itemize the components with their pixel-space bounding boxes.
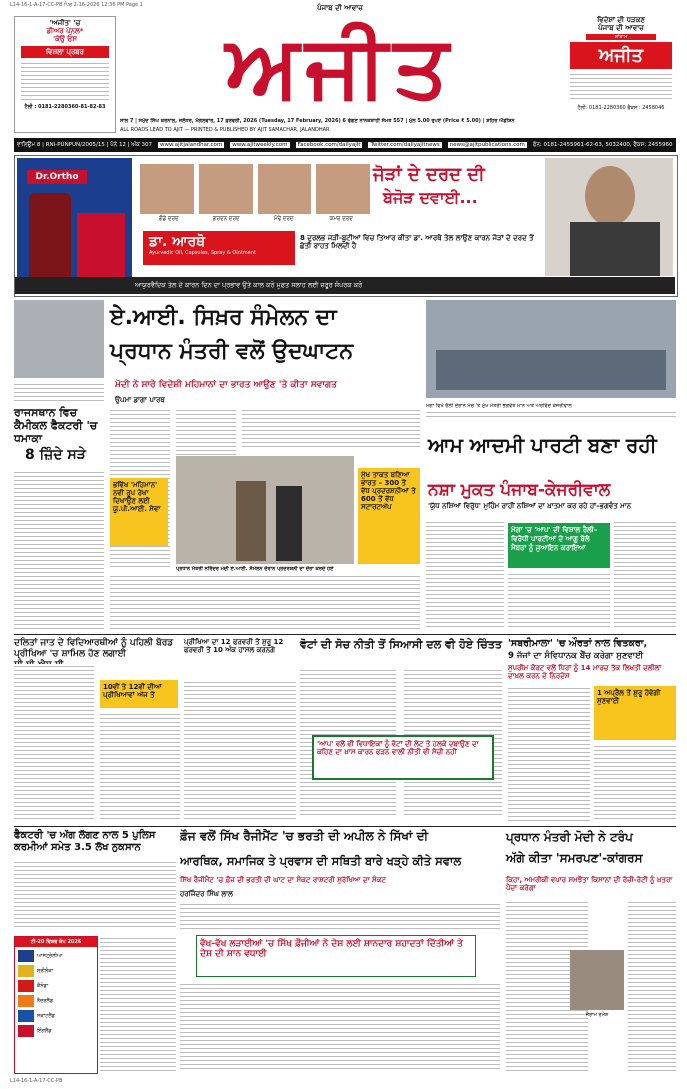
politics-headline: ਵੋਟਾਂ ਦੀ ਸੋਚ ਨੀਤੀ ਤੋਂ ਸਿਆਸੀ ਦਲ ਵੀ ਹੋਏ ਚਿੰਤਤ xyxy=(300,638,502,651)
sabarimala-headline2: 9 ਜੱਜਾਂ ਦਾ ਸੰਵਿਧਾਨਕ ਬੈਂਚ ਕਰੇਗਾ ਸੁਣਵਾਈ xyxy=(508,651,644,661)
left-story-headline2: 8 ਜ਼ਿੰਦੇ ਸੜੇ xyxy=(25,447,86,463)
left-ear-badge: ਵਿਸ਼ਲਾ ਪ੍ਰਬਰ xyxy=(21,46,109,58)
modi-photo xyxy=(570,950,624,1010)
caste-body-col2 xyxy=(100,712,180,822)
dateline: ਸਾਲ 7 | ਸਮੁੰਦ ਸਿੰਘ ਕਰਨਾਲ, ਜਲੰਧਰ, ਮੰਗਲਵਾਰ, 17 ਫ਼ਰਵਰੀ, 2026 (Tuesday, 17 February, 2026) 6 ਫੱਗਣ ਨਾਨਕਸ਼ਾਹੀ ਸੰਮਤ 557 | ਮੁੱਲ 5.00 ਰੁਪਏ (Price ₹ 5.00) | ਸ਼ਹਿਰ ਐਡੀਸ਼ਨ xyxy=(120,118,515,124)
lead-body-col3 xyxy=(242,408,420,450)
army-headline1: ਫ਼ੌਜ ਵਲੋਂ ਸਿੱਖ ਰੈਜੀਮੈਂਟ 'ਚ ਭਰਤੀ ਦੀ ਅਪੀਲ ਨੇ ਸਿੱਖਾਂ ਦੀ xyxy=(180,829,429,843)
modi-body-col2 xyxy=(628,900,676,1072)
ad-bottle-icon xyxy=(29,193,71,285)
ad-pain-label: ਕਮਰ ਦਰਦ xyxy=(329,216,353,222)
t20-team: ਇੰਗਲੈਂਡ xyxy=(37,1028,52,1034)
army-headline2: ਆਰਥਿਕ, ਸਮਾਜਿਕ ਤੇ ਪ੍ਰਵਾਸ ਦੀ ਸਥਿਤੀ ਬਾਰੇ ਖੜ੍ਹੇ ਕੀਤੇ ਸਵਾਲ xyxy=(180,854,462,868)
ad-body: 8 ਦੁਰਲਭ ਜੜੀ-ਬੂਟੀਆਂ ਵਿਚ ਤਿਆਰ ਕੀਤਾ ਡਾ. ਆਰਥੋ ਤੇਲ ਲਾਉਣ ਕਾਰਨ ਜੋੜਾਂ ਦੇ ਦਰਦ ਤੋਂ ਛੇਤੀ ਰਾਹਤ ਮਿਲਦੀ ਹੈ xyxy=(300,234,534,250)
aap-headline1: ਆਮ ਆਦਮੀ ਪਾਰਟੀ ਬਣਾ ਰਹੀ xyxy=(428,433,657,457)
t20-row xyxy=(18,995,94,1007)
ad-dr-ortho[interactable] xyxy=(14,155,678,297)
ad-pain-image xyxy=(199,164,253,214)
t20-team: ਕੈਨੇਡਾ xyxy=(37,983,49,989)
flag-icon xyxy=(18,965,34,977)
left-story-photo xyxy=(14,300,104,378)
ad-pain-image xyxy=(316,164,370,214)
info-edition: ਵਾਲਿਊਮ 8 | RNI-PUNPUN/2005/15 | ਪੰਨੇ 12 | ਅੰਕ 307 xyxy=(17,141,153,148)
left-ear-text xyxy=(21,61,109,101)
caste-headline: ਦਲਿਤਾਂ ਜਾਤ ਦੇ ਵਿਦਿਆਰਥੀਆਂ ਨੂੰ ਪਹਿਲੀ ਬੋਰਡ ਪ੍ਰੀਖਿਆ 'ਚ ਸ਼ਾਮਿਲ ਹੋਣ ਲਗਾਈ xyxy=(14,638,174,659)
t20-row xyxy=(18,980,94,992)
ad-footer: ਆਯੁਰਵੈਦਿਕ ਤੇਲ ਦੇ ਕਾਰਨ ਦਿਨ ਦਾ ਪ੍ਰਭਾਵ ਉਤੇ ਕਾਲ ਕਰੋ ਮੁਫ਼ਤ ਸਲਾਹ ਲਈ ਜ਼ਰੂਰ ਸੰਪਰਕ ਕਰੋ xyxy=(15,277,675,294)
aap-box: ਮੋਗਾ 'ਚ 'ਆਪ' ਦੀ ਵਿਸ਼ਾਲ ਰੈਲੀ–ਵਿਰੋਧੀ ਪਾਰਟੀਆਂ ਦੇ ਆਗੂ ਬੋਲੇ ਮੈਂਬਰਾਂ ਨੂੰ ਜੁਆਇਨ ਕਰਾਇਆ xyxy=(508,523,610,568)
sabarimala-sub: ਸੁਪਰੀਮ ਕੋਰਟ ਵਲੋਂ ਧਿਰਾਂ ਨੂੰ 14 ਮਾਰਚ ਤੱਕ ਲਿਖਤੀ ਦਲੀਲਾਂ ਦਾਖ਼ਲ ਕਰਨ ਦੇ ਨਿਰਦੇਸ਼ xyxy=(508,664,662,680)
aap-headline2: ਨਸ਼ਾ ਮੁਕਤ ਪੰਜਾਬ-ਕੇਜਰੀਵਾਲ xyxy=(428,480,611,500)
ad-logo-text: ਡਾ. ਆਰਥੋ xyxy=(149,234,206,250)
t20-team: ਨੈਦਰਲੈਂਡ xyxy=(37,998,54,1004)
lead-photo-caption: ਪ੍ਰਧਾਨ ਮੰਤਰੀ ਨਰਿੰਦਰ ਮੋਦੀ ਏ.ਆਈ. ਸੰਮੇਲਨ ਦੌਰਾਨ ਪ੍ਰਦਰਸ਼ਨੀ ਦਾ ਦੌਰਾ ਕਰਦੇ ਹੋਏ xyxy=(176,566,334,572)
t20-box xyxy=(14,936,98,1074)
army-pull: ਵੱਖ-ਵੱਖ ਲੜਾਈਆਂ 'ਚ ਸਿੱਖ ਫ਼ੌਜੀਆਂ ਨੇ ਦੇਸ਼ ਲਈ ਸ਼ਾਨਦਾਰ ਸ਼ਹਾਦਤਾਂ ਦਿੱਤੀਆਂ ਤੇ ਦੇਸ਼ ਦੀ ਸ਼ਾਨ ਵਧਾਈ xyxy=(196,935,476,977)
t20-rows xyxy=(15,947,97,1040)
ad-pain-images xyxy=(140,164,370,214)
ad-pain-image xyxy=(258,164,312,214)
ad-pain-label: ਗਰਦਨ ਦਰਦ xyxy=(212,216,240,222)
tagline: ਪੰਜਾਬ ਦੀ ਆਵਾਜ਼ xyxy=(317,4,363,12)
ad-pain-labels xyxy=(140,216,370,223)
sabarimala-body-col2 xyxy=(594,744,676,822)
info-bar xyxy=(14,138,676,152)
crowd-icon xyxy=(436,350,666,390)
left-story-headline: ਰਾਜਸਥਾਨ ਵਿਚ ਕੈਮੀਕਲ ਫੈਕਟਰੀ 'ਚ ਧਮਾਕਾ xyxy=(14,406,98,445)
modi-caption: ਜੈਰਾਮ ਰਮੇਸ਼ xyxy=(585,1012,609,1018)
lead-photo xyxy=(176,456,354,564)
ad-headline: ਜੋੜਾਂ ਦੇ ਦਰਦ ਦੀ xyxy=(373,164,485,185)
divider xyxy=(14,634,676,635)
modi-headline1: ਪ੍ਰਧਾਨ ਮੰਤਰੀ ਮੋਦੀ ਨੇ ਟਰੰਪ xyxy=(506,830,633,844)
ad-headline2: ਬੇਜੋੜ ਦਵਾਈ... xyxy=(383,188,478,207)
ad-celebrity-photo xyxy=(545,158,673,276)
lead-pull2: ਮੁੱਖ ਤਾਕਤ ਬਣਿਆ ਭਾਰਤ – 300 ਤੋਂ ਵੱਧ ਪ੍ਰਦਰਸ਼ਨੀਆਂ ਤੇ 600 ਤੋਂ ਵੱਧ ਸਟਾਰਟਅੱਪ xyxy=(358,468,420,564)
sabarimala-body-col1 xyxy=(508,686,590,822)
right-ear-line2: ਪੰਜਾਬ ਦੀ ਆਵਾਜ਼ xyxy=(598,24,644,32)
t20-row xyxy=(18,950,94,962)
t20-row xyxy=(18,1010,94,1022)
flag-icon xyxy=(18,980,34,992)
right-ear-text xyxy=(570,72,672,102)
ad-logo-sub: Ayurvedic Oil, Capsules, Spray & Ointment xyxy=(149,250,256,256)
army-body-bottom xyxy=(180,982,500,1072)
sabarimala-box: 1 ਅਪ੍ਰੈਲ ਤੋਂ ਸ਼ੁਰੂ ਹੋਵੇਗੀ ਸੁਣਵਾਈ xyxy=(594,686,676,740)
info-web2[interactable]: www.ajitweekly.com xyxy=(232,142,288,148)
fire-body xyxy=(14,860,176,930)
lead-byline: ਉਪਮਾ ਡਾਗਾ ਪਾਰਥ xyxy=(115,396,165,404)
lead-headline2: ਪ੍ਰਧਾਨ ਮੰਤਰੀ ਵਲੋਂ ਉਦਘਾਟਨ xyxy=(110,339,354,364)
t20-row xyxy=(18,965,94,977)
person-icon xyxy=(236,481,266,561)
printline-top: L14-16-1-A-17-CC-PB ਪਿਰ 2-16-2026 12:36 PM Page 1 xyxy=(10,2,143,8)
army-sub: ਸਿੱਖ ਰੈਜੀਮੈਂਟ 'ਚ ਫ਼ੌਜ ਦੀ ਭਰਤੀ ਦੀ ਘਾਟ ਦਾ ਸੰਕਟ ਰਾਸ਼ਟਰੀ ਸੁਰੱਖਿਆ ਦਾ ਸੰਕਟ xyxy=(180,876,386,884)
celebrity-body-icon xyxy=(570,222,660,276)
info-phone: ਫੋਨ: 0181-2455961-62-63, 5032400, ਫੈਕਸ: 2455960 xyxy=(532,141,673,148)
caste-body-col1 xyxy=(14,664,94,822)
left-ear xyxy=(14,16,116,133)
cbse-box: 10ਵੀਂ ਤੇ 12ਵੀਂ ਦੀਆਂ ਪ੍ਰੀਖਿਆਵਾਂ ਅੱਜ ਤੋਂ xyxy=(100,680,178,708)
t20-row xyxy=(18,1025,94,1037)
ad-box-icon xyxy=(77,213,125,285)
masthead-logo: ਅਜੀਤ xyxy=(225,17,455,117)
politics-pull: 'ਆਪ' ਵਲੋਂ ਵੀ ਵਿਧਾਇਕਾਂ ਨੂੰ ਵੋਟਾਂ ਦੀ ਲੋਟ ਤੇ ਹਲਕੇ ਦਬਾਉਣ ਦਾ ਕਹਿਣ ਦਾ ਖ਼ਾਸ ਕਾਰਨ ਫੜਨ ਵਾਲੀ ਨੀਤੀ ਵੀ ਸੋਚੀ ਨਹੀਂ xyxy=(312,735,494,780)
left-ear-line3: 'ਕੇਉ ਓਸ xyxy=(52,35,78,43)
t20-team: ਸਕਾਟਲੈਂਡ xyxy=(37,1013,56,1019)
sabarimala-headline: 'ਸਬਰੀਮਾਲਾ' 'ਚ ਔਰਤਾਂ ਨਾਲ ਵਿਤਕਰਾ, xyxy=(508,638,648,649)
modi-headline2: ਅੱਗੇ ਕੀਤਾ 'ਸਮਰਪਣ'-ਕਾਂਗਰਸ xyxy=(506,851,643,865)
celebrity-face-icon xyxy=(585,166,635,226)
right-ear-tel: ਟੈਲੀ: 0181-2280360 ਫੈਕਸ : 2458046 xyxy=(577,105,665,111)
divider xyxy=(14,826,676,827)
aap-body-col1 xyxy=(426,520,504,630)
flag-icon xyxy=(18,1025,34,1037)
army-byline: ਹਰਜਿੰਦਰ ਸਿੰਘ ਲਾਲ xyxy=(180,890,233,898)
flag-icon xyxy=(18,1010,34,1022)
lead-pull1: ਭਵਿੱਖ 'ਮਹਿਮਾਨ' ਨਵੀਂ ਰੂਪ ਰੇਖਾ ਦਿਖਾਉਣ ਲਈ ਯੂ.ਪੀ.ਆਈ. ਸੇਵਾ xyxy=(110,478,168,546)
ad-pain-image xyxy=(140,164,194,214)
right-ear-name: ਅਜੀਤ xyxy=(570,42,672,69)
info-facebook[interactable]: Facebook.com/dailyajit xyxy=(297,142,361,148)
ad-pain-label: ਗੋਡੇ ਦਰਦ xyxy=(158,216,179,222)
flag-icon xyxy=(18,995,34,1007)
exam-body xyxy=(184,680,296,822)
aap-caption-text: ਮੋਗਾ ਵਿਖੇ ਰੈਲੀ ਦੌਰਾਨ ਮੰਚ 'ਤੇ ਮੁੱਖ ਮੰਤਰੀ ਭਗਵੰਤ ਮਾਨ ਅਤੇ ਅਰਵਿੰਦ ਕੇਜਰੀਵਾਲ xyxy=(426,403,676,409)
right-ear-sub: ਸ਼ਾਂਤਾਮ xyxy=(586,34,656,40)
right-ear-line1: ਵਿਦੇਸ਼ਾਂ ਦੀ ਧੜਕਣ xyxy=(597,16,645,24)
flag-icon xyxy=(18,950,34,962)
ad-logo-box xyxy=(143,231,295,265)
left-story-body xyxy=(14,470,104,630)
t20-title: ਟੀ-20 ਵਿਸ਼ਵ ਕੱਪ 2026 xyxy=(15,937,97,947)
modi-sub: ਕਿਹਾ, ਅਮਰੀਕੀ ਵਪਾਰ ਸਮਝੌਤਾ ਕਿਸਾਨਾਂ ਦੀ ਰੋਜ਼ੀ-ਰੋਟੀ ਨੂੰ ਖ਼ਤਰਾ ਪੈਦਾ ਕਰੇਗਾ xyxy=(506,876,673,892)
army-body-top xyxy=(180,902,500,932)
aap-body-col3 xyxy=(614,520,676,630)
aap-subhead: 'ਯੁੱਧ ਨਸ਼ਿਆਂ ਵਿਰੁੱਧ' ਮੁਹਿੰਮ ਰਾਹੀਂ ਨਸ਼ਿਆਂ ਦਾ ਖ਼ਾਤਮਾ ਕਰ ਰਹੇ ਹਾਂ–ਭਗਵੰਤ ਮਾਨ xyxy=(428,502,632,510)
ad-pain-label: ਮੋਢੇ ਦਰਦ xyxy=(273,216,294,222)
fire-headline: ਫੈਕਟਰੀ 'ਚ ਅੱਗ ਲੱਗਣ ਨਾਲ 5 ਪੁਲਿਸ ਕਰਮੀਆਂ ਸਮੇਤ 3.5 ਲੱਖ ਨੁਕਸਾਨ xyxy=(14,830,156,853)
lead-headline1: ਏ.ਆਈ. ਸਿਖ਼ਰ ਸੰਮੇਲਨ ਦਾ xyxy=(110,305,337,330)
t20-team: ਆਸਟ੍ਰੇਲੀਆ xyxy=(37,953,63,959)
ad-product-image xyxy=(17,158,132,293)
left-ear-line2: ਡੀਅਰ ਪੇਨਲ* xyxy=(46,27,84,35)
info-twitter[interactable]: Twitter.com/dailyajitnews xyxy=(370,142,440,148)
fire-body-col2 xyxy=(100,936,176,1072)
right-ear xyxy=(566,16,676,131)
lead-subhead: ਮੋਦੀ ਨੇ ਸਾਰੇ ਵਿਦੇਸ਼ੀ ਮਹਿਮਾਨਾਂ ਦਾ ਭਾਰਤ ਆਉਣ 'ਤੇ ਕੀਤਾ ਸਵਾਗਤ xyxy=(115,380,337,390)
info-web1[interactable]: www.ajitjalandhar.com xyxy=(160,142,223,148)
person-icon xyxy=(276,486,302,561)
subline: ALL ROADS LEAD TO AJIT — PRINTED & PUBLISHED BY AJIT SAMACHAR, JALANDHAR xyxy=(120,127,330,133)
left-ear-line1: 'ਅਜੀਤ' 'ਚ xyxy=(49,19,81,27)
info-email[interactable]: news@ajitpublications.com xyxy=(449,142,525,148)
aap-photo xyxy=(426,300,676,398)
t20-team: ਸ਼੍ਰੀਲੰਕਾ xyxy=(37,968,54,974)
ad-brand: Dr.Ortho xyxy=(27,170,87,184)
aap-body-col2 xyxy=(508,572,610,630)
left-ear-tel: ਟੈਲੀ : 0181-2280360-81-82-83 xyxy=(24,104,106,110)
left-story-caption xyxy=(14,382,104,404)
printline-bottom: L14-16-1-A-17-CC-PB xyxy=(10,1078,63,1084)
lead-body-bottom xyxy=(110,574,420,630)
exam-head: ਪ੍ਰੀਖਿਆ ਦਾ 12 ਫਰਵਰੀ ਤੋਂ ਸ਼ੁਰੂ 12 ਫਰਵਰੀ ਤੋਂ 10 ਅੰਕ ਹਾਸਲ ਕਰਨਗੇ xyxy=(184,638,284,654)
